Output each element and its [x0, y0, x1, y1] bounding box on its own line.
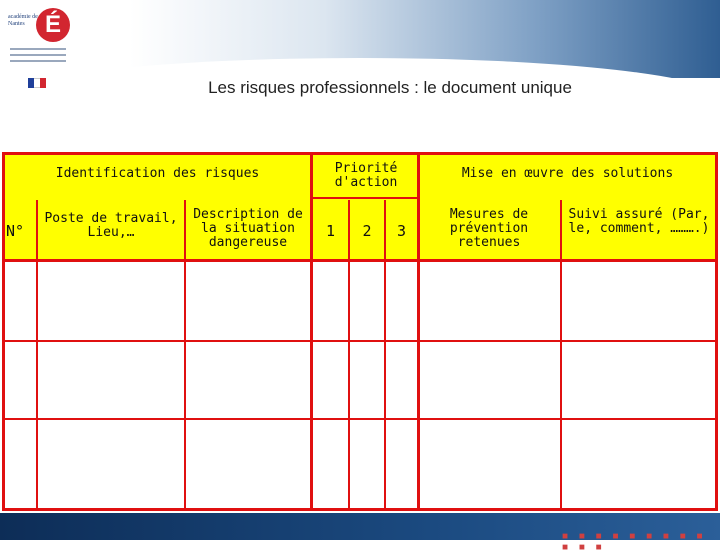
page-title: Les risques professionnels : le document unique: [208, 78, 572, 97]
col-priorite-2: 2: [362, 222, 372, 240]
footer-dots: ■ ■ ■ ■ ■ ■ ■ ■ ■ ■ ■ ■: [562, 531, 707, 553]
col-priorite-3: 3: [396, 222, 407, 240]
group-mise-en-oeuvre: Mise en œuvre des solutions: [461, 166, 674, 181]
logo-lines: [10, 48, 66, 66]
risk-table: [0, 150, 720, 513]
logo-e-badge: É: [36, 8, 70, 42]
flag-icon: [28, 78, 46, 88]
logo-text: académie de Nantes: [8, 14, 38, 27]
col-suivi: Suivi assuré (Par, le, comment, ……….): [568, 207, 710, 236]
col-description: Description de la situation dangereuse: [193, 207, 303, 250]
col-numero: N°: [6, 222, 25, 240]
col-poste: Poste de travail, Lieu,…: [44, 211, 178, 240]
group-identification: Identification des risques: [55, 166, 260, 181]
col-mesures: Mesures de prévention retenues: [449, 207, 529, 250]
group-priorite: Priorité d'action: [334, 161, 398, 190]
academie-logo: [6, 8, 72, 94]
header-band: [0, 0, 720, 78]
col-priorite-1: 1: [325, 222, 336, 240]
